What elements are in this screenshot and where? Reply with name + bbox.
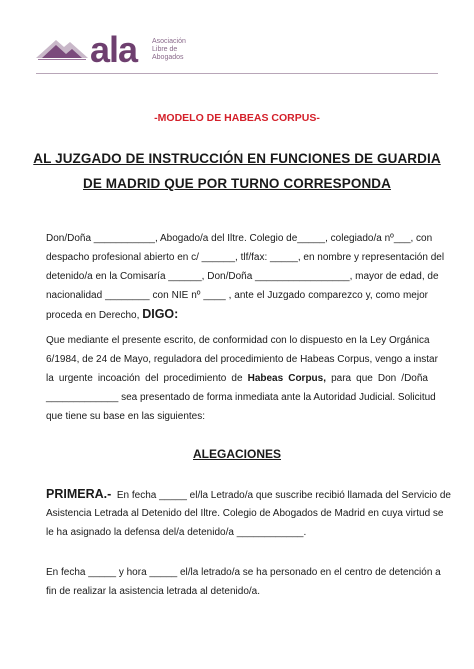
intro-paragraph: [46, 229, 445, 324]
primera-paragraph: [46, 485, 451, 542]
primera-line: PRIMERA.- En fecha _____ el/la Letrado/a que suscribe recibió llamada del Servicio de: [46, 487, 451, 501]
alegaciones-heading: ALEGACIONES: [192, 447, 281, 461]
intro-line: detenido/a en la Comisaría ______, Don/Doña _________________, mayor de edad, de: [46, 271, 439, 282]
final-line: fin de realizar la asistencia letrada al detenido/a.: [46, 586, 261, 597]
body-line: Que mediante el presente escrito, de conformidad con lo dispuesto en la Ley Orgánica: [46, 335, 430, 346]
association-logo: [36, 28, 196, 68]
request-paragraph: [46, 331, 438, 426]
header-divider: [36, 73, 438, 74]
primera-label: PRIMERA.-: [46, 487, 112, 501]
digo-label: DIGO:: [142, 307, 179, 321]
body-line: 6/1984, de 24 de Mayo, reguladora del procedimiento de Habeas Corpus, vengo a instar: [46, 354, 438, 365]
primera-line: Asistencia Letrada al Detenido del Iltre. Colegio de Abogados de Madrid en cuya virtud se: [46, 508, 444, 519]
logo-subtitle: Asociación Libre de Abogados: [152, 38, 186, 61]
intro-line: Don/Doña ___________, Abogado/a del Iltre. Colegio de_____, colegiado/a nº___, con: [46, 233, 433, 244]
mountain-logo-icon: [36, 34, 88, 60]
court-heading-line-2: DE MADRID QUE POR TURNO CORRESPONDA: [82, 176, 391, 191]
final-line: En fecha _____ y hora _____ el/la letrado/a se ha personado en el centro de detención a: [46, 567, 441, 578]
intro-line: despacho profesional abierto en c/ ______, tlf/fax: _____, en nombre y representación del: [46, 252, 445, 263]
intro-last-line: proceda en Derecho, DIGO:: [46, 307, 179, 321]
body-line: la urgente incoación del procedimiento de Habeas Corpus, para que Don /Doña: [46, 373, 428, 384]
primera-line: le ha asignado la defensa del/a detenido/a ____________.: [46, 527, 307, 538]
body-line: que tiene su base en las siguientes:: [46, 411, 205, 422]
habeas-corpus-bold: Habeas Corpus,: [247, 373, 327, 384]
court-heading-line-1: AL JUZGADO DE INSTRUCCIÓN EN FUNCIONES DE GUARDIA: [33, 151, 441, 166]
logo-wordmark: ala: [90, 29, 138, 70]
body-line: _____________ sea presentado de forma inmediata ante la Autoridad Judicial. Solicitud: [46, 392, 436, 403]
model-title: -MODELO DE HABEAS CORPUS-: [154, 112, 320, 124]
attendance-paragraph: [46, 563, 441, 601]
intro-line: nacionalidad ________ con NIE nº ____ , ante el Juzgado comparezco y, como mejor: [46, 290, 428, 301]
